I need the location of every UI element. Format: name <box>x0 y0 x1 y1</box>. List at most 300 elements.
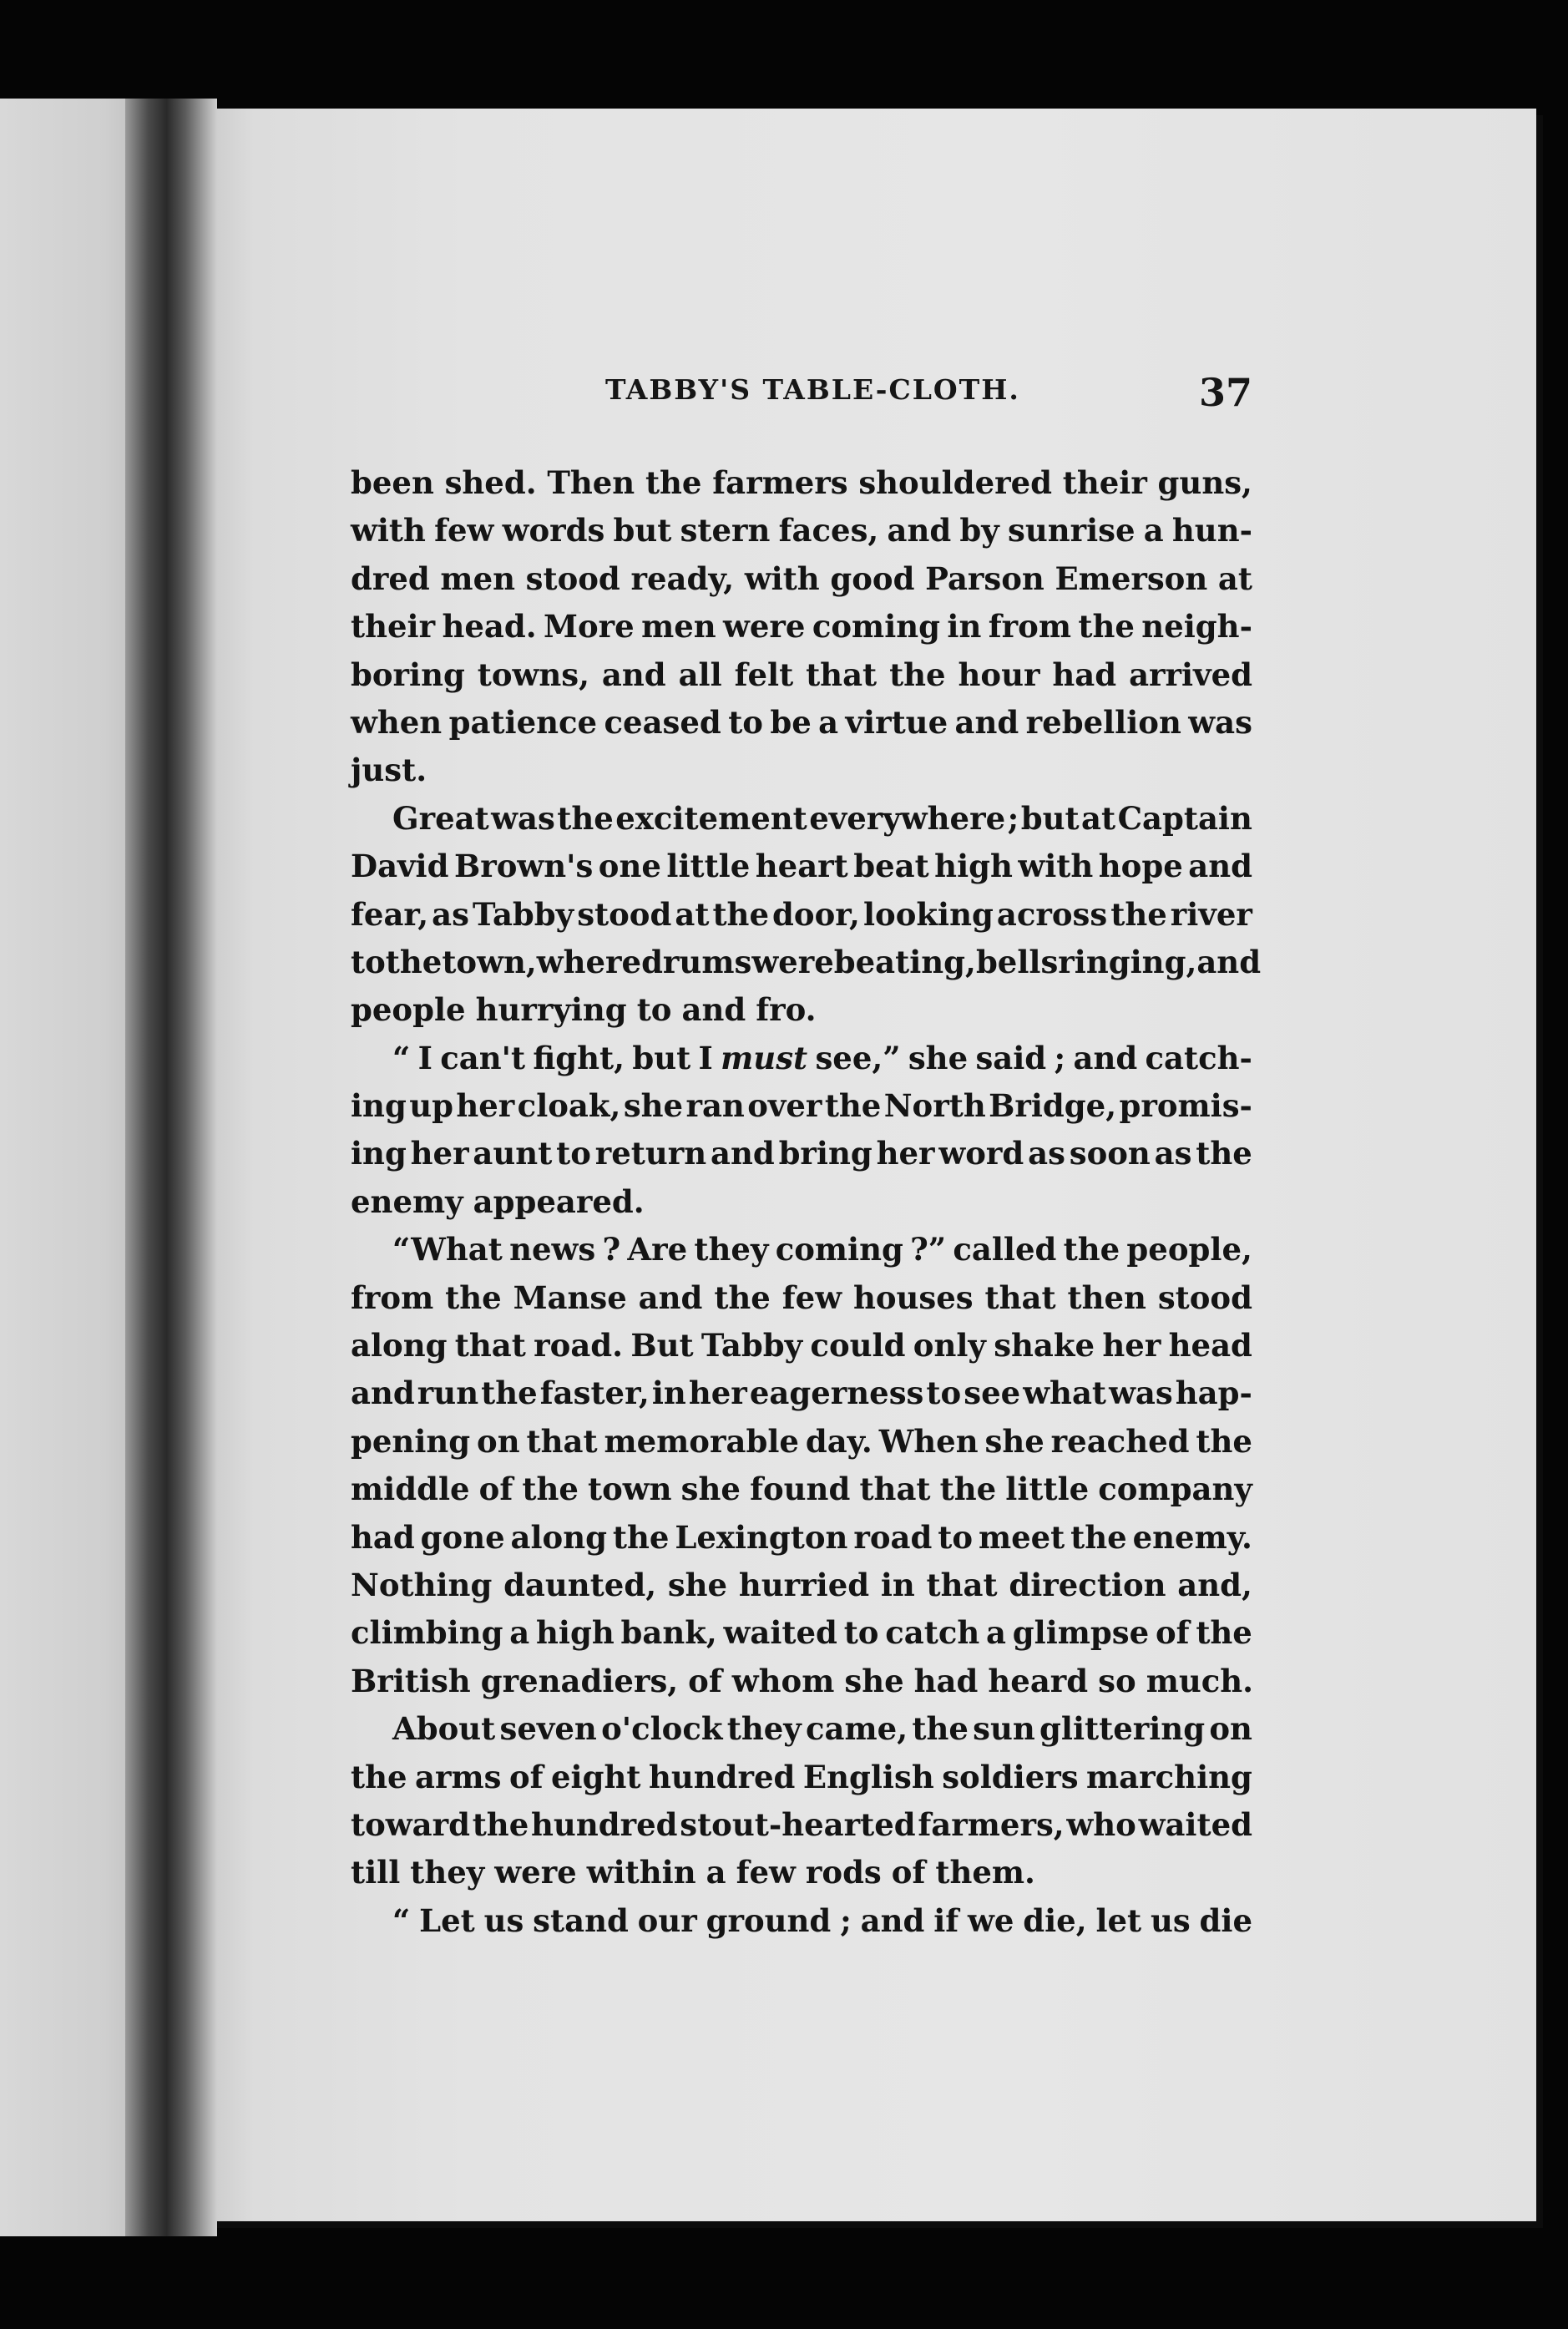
word: glimpse <box>1012 1614 1150 1652</box>
text-line <box>351 603 1252 651</box>
text-line <box>351 1418 1252 1466</box>
word: they <box>410 1854 485 1891</box>
word: river <box>1170 895 1252 933</box>
word: stood <box>525 559 620 597</box>
word: enemy <box>351 1182 463 1220</box>
text-line <box>351 1130 1252 1177</box>
text-line <box>351 1609 1252 1657</box>
word: in <box>651 1375 686 1412</box>
word: fear, <box>351 895 429 933</box>
word: as <box>1028 1135 1065 1172</box>
word: pening <box>351 1422 471 1460</box>
word: was <box>491 799 555 837</box>
word: ; <box>1007 799 1019 837</box>
word: a <box>509 1614 530 1652</box>
word: waited <box>723 1614 837 1652</box>
text-line <box>351 1754 1252 1801</box>
word: and <box>887 512 952 549</box>
word: hurried <box>738 1566 870 1603</box>
word: us <box>483 1901 524 1939</box>
word: can't <box>440 1039 526 1076</box>
word: faster, <box>539 1375 650 1412</box>
word: bank, <box>620 1614 717 1652</box>
word: only <box>913 1327 986 1364</box>
word: hap- <box>1175 1375 1252 1412</box>
word: in <box>880 1566 915 1603</box>
word: said <box>975 1039 1047 1076</box>
word: the <box>472 1805 529 1843</box>
word: was <box>1109 1375 1173 1412</box>
word: cloak, <box>517 1087 621 1125</box>
word: her <box>1102 1327 1161 1364</box>
word: town, <box>442 943 537 980</box>
word: About <box>392 1710 496 1748</box>
word: Emerson <box>1055 559 1208 597</box>
word: on <box>1209 1710 1252 1748</box>
word: up <box>409 1087 453 1125</box>
word: dred <box>351 559 430 597</box>
word: and <box>681 991 746 1029</box>
text-line <box>351 1658 1252 1705</box>
word: grenadiers, <box>480 1662 679 1699</box>
word: run <box>417 1375 479 1412</box>
word: head <box>1168 1327 1252 1364</box>
word: but <box>613 512 672 549</box>
text-line <box>351 1466 1252 1513</box>
word: when <box>351 703 443 741</box>
word: Brown's <box>453 848 594 885</box>
word: rebellion <box>1025 703 1181 741</box>
word: eight <box>551 1758 641 1795</box>
word: had <box>1052 656 1117 693</box>
text-line <box>351 555 1252 603</box>
word: I <box>417 1039 432 1076</box>
word: town <box>588 1471 672 1508</box>
word: felt <box>734 656 794 693</box>
text-line <box>351 747 1252 794</box>
word: the <box>1078 608 1135 646</box>
word: But <box>630 1327 694 1364</box>
word: the <box>385 943 443 980</box>
word: and <box>638 1278 703 1316</box>
word: people, <box>1126 1231 1252 1268</box>
word: high <box>934 848 1013 885</box>
page-number: 37 <box>1198 370 1252 415</box>
word: fro. <box>756 991 817 1029</box>
word: as <box>432 895 469 933</box>
word: what <box>1023 1375 1107 1412</box>
word: her <box>410 1135 469 1172</box>
word: and <box>860 1901 925 1939</box>
word: them. <box>935 1854 1035 1891</box>
text-line <box>351 795 1252 843</box>
word: Captain <box>1117 799 1252 837</box>
word: soldiers <box>942 1758 1079 1795</box>
word: to <box>926 1375 962 1412</box>
word: who <box>1066 1805 1136 1843</box>
text-line <box>351 699 1252 747</box>
word: middle <box>351 1471 470 1508</box>
word: that <box>984 1278 1056 1316</box>
text-line <box>351 1178 1252 1226</box>
word: rods <box>805 1854 882 1891</box>
word: excitement <box>615 799 807 837</box>
word: ceased <box>604 703 721 741</box>
word: coming <box>812 608 941 646</box>
word: shouldered <box>858 464 1053 501</box>
word: “ <box>392 1039 411 1076</box>
word: her <box>876 1135 935 1172</box>
word: of <box>891 1854 926 1891</box>
text-line <box>351 507 1252 554</box>
word: the <box>889 656 946 693</box>
word: and <box>1196 943 1262 980</box>
word: then <box>1067 1278 1146 1316</box>
word: toward <box>351 1805 470 1843</box>
word: sunrise <box>1007 512 1136 549</box>
word: that <box>926 1566 998 1603</box>
text-line <box>351 1897 1252 1945</box>
word: Great <box>392 799 489 837</box>
word: few <box>781 1278 842 1316</box>
word: British <box>351 1662 471 1699</box>
word: I <box>698 1039 713 1076</box>
word: towns, <box>477 656 590 693</box>
word: she <box>667 1566 728 1603</box>
word: as <box>1154 1135 1192 1172</box>
word: with <box>351 512 426 549</box>
word: ringing, <box>1058 943 1197 980</box>
word: Lexington <box>675 1518 848 1556</box>
word: she <box>623 1087 684 1125</box>
word: fight, <box>533 1039 625 1076</box>
word: return <box>594 1135 707 1172</box>
word: marching <box>1086 1758 1252 1795</box>
word: die <box>1199 1901 1252 1939</box>
word: the <box>612 1518 670 1556</box>
word: us <box>1150 1901 1191 1939</box>
word: Let <box>419 1901 475 1939</box>
word: at <box>1217 559 1252 597</box>
word: across <box>996 895 1108 933</box>
text-line <box>351 1370 1252 1417</box>
word: bells <box>975 943 1059 980</box>
word: beat <box>853 848 929 885</box>
word: daunted, <box>503 1566 657 1603</box>
word: to <box>843 1614 879 1652</box>
word: the <box>1063 1231 1120 1268</box>
word: hurrying <box>475 991 627 1029</box>
word: Nothing <box>351 1566 493 1603</box>
word: that <box>526 1422 598 1460</box>
word: Tabby <box>472 895 574 933</box>
word: neigh- <box>1141 608 1252 646</box>
word: news <box>509 1231 596 1268</box>
word: let <box>1095 1901 1142 1939</box>
word: waited <box>1138 1805 1252 1843</box>
word: stood <box>1157 1278 1252 1316</box>
word: she <box>844 1662 904 1699</box>
word: ; <box>1054 1039 1066 1076</box>
word: ? <box>602 1231 621 1268</box>
word: our <box>637 1901 697 1939</box>
word: ing <box>351 1135 407 1172</box>
word: reached <box>1050 1422 1190 1460</box>
word: few <box>736 1854 796 1891</box>
word: a <box>1143 512 1164 549</box>
word: hun- <box>1171 512 1252 549</box>
word: gone <box>420 1518 505 1556</box>
word: catch <box>885 1614 980 1652</box>
word: and <box>954 703 1019 741</box>
word: aunt <box>473 1135 553 1172</box>
text-line <box>351 1705 1252 1753</box>
word: ready, <box>630 559 735 597</box>
word: road <box>853 1518 933 1556</box>
word: the <box>1110 895 1167 933</box>
word: be <box>770 703 812 741</box>
word: see,” <box>815 1039 901 1076</box>
word: hour <box>958 656 1040 693</box>
word: found <box>750 1471 851 1508</box>
word: the <box>912 1710 969 1748</box>
word: Then <box>547 464 635 501</box>
word: hope <box>1098 848 1183 885</box>
word: the <box>824 1087 882 1125</box>
word: Parson <box>925 559 1044 597</box>
word: we <box>968 1901 1014 1939</box>
word: “ <box>392 1901 411 1939</box>
word: with <box>744 559 820 597</box>
word: over <box>747 1087 822 1125</box>
word: the <box>1070 1518 1127 1556</box>
word: David <box>351 848 449 885</box>
word: die, <box>1023 1901 1087 1939</box>
word: drums <box>641 943 752 980</box>
word: memorable <box>604 1422 799 1460</box>
word: “What <box>392 1231 503 1268</box>
word: but <box>632 1039 691 1076</box>
word: to <box>938 1518 974 1556</box>
word: stand <box>533 1901 629 1939</box>
word: stern <box>680 512 771 549</box>
text-line <box>351 1226 1252 1273</box>
word: heart <box>755 848 848 885</box>
word: bring <box>778 1135 873 1172</box>
text-line <box>351 1849 1252 1896</box>
word: with <box>1018 848 1094 885</box>
word: that <box>806 656 878 693</box>
word: her <box>456 1087 515 1125</box>
word: see <box>964 1375 1021 1412</box>
word: little <box>1005 1471 1090 1508</box>
word: door, <box>772 895 860 933</box>
word: climbing <box>351 1614 503 1652</box>
word: the <box>645 464 702 501</box>
word: to <box>351 943 386 980</box>
word: and <box>1073 1039 1138 1076</box>
word: stood <box>577 895 672 933</box>
word: words <box>502 512 605 549</box>
word: faces, <box>778 512 879 549</box>
word: she <box>984 1422 1044 1460</box>
word: were <box>751 943 834 980</box>
word: North <box>883 1087 986 1125</box>
word: arms <box>415 1758 502 1795</box>
word: and <box>1188 848 1252 885</box>
word: eagerness <box>749 1375 924 1412</box>
word: company <box>1098 1471 1252 1508</box>
word: patience <box>448 703 598 741</box>
word: the <box>1196 1422 1252 1460</box>
binding-gutter-shadow <box>125 99 217 2236</box>
text-line <box>351 459 1252 507</box>
word: road. <box>534 1327 624 1364</box>
word: that <box>859 1471 931 1508</box>
word: much. <box>1146 1662 1254 1699</box>
word: looking <box>862 895 994 933</box>
word: word <box>938 1135 1024 1172</box>
word: o'clock <box>601 1710 723 1748</box>
text-line <box>351 1801 1252 1849</box>
word: English <box>802 1758 934 1795</box>
word: When <box>878 1422 979 1460</box>
word: of <box>688 1662 722 1699</box>
word: a <box>986 1614 1007 1652</box>
word: sun <box>973 1710 1035 1748</box>
text-line <box>351 1274 1252 1322</box>
body-text <box>351 459 1262 1945</box>
word: everywhere <box>809 799 1006 837</box>
word: but <box>1020 799 1080 837</box>
text-line <box>351 1514 1252 1562</box>
word: good <box>830 559 915 597</box>
word: Bridge, <box>989 1087 1117 1125</box>
word: virtue <box>845 703 948 741</box>
word: boring <box>351 656 465 693</box>
text-line <box>351 1082 1252 1130</box>
word: the <box>481 1375 538 1412</box>
word: farmers <box>712 464 848 501</box>
word: of <box>478 1471 513 1508</box>
word: could <box>810 1327 906 1364</box>
word: on <box>477 1422 520 1460</box>
word: to <box>636 991 672 1029</box>
word: beating, <box>833 943 976 980</box>
word: whom <box>731 1662 835 1699</box>
word: head. <box>442 608 537 646</box>
word: their <box>1062 464 1147 501</box>
word: Manse <box>513 1278 627 1316</box>
word: to <box>728 703 763 741</box>
word: heard <box>988 1662 1089 1699</box>
word: all <box>678 656 722 693</box>
word: seven <box>499 1710 597 1748</box>
word: a <box>706 1854 726 1891</box>
word: so <box>1098 1662 1136 1699</box>
word: men <box>641 608 716 646</box>
word: and <box>710 1135 775 1172</box>
word: the <box>522 1471 579 1508</box>
word: had <box>913 1662 979 1699</box>
word: promis- <box>1119 1087 1252 1125</box>
word: arrived <box>1129 656 1252 693</box>
word: glittering <box>1039 1710 1206 1748</box>
word: few <box>434 512 494 549</box>
word: to <box>556 1135 591 1172</box>
text-line <box>351 891 1252 939</box>
running-head: TABBY'S TABLE-CLOTH. <box>605 373 1020 406</box>
word: had <box>351 1518 415 1556</box>
word: till <box>351 1854 401 1891</box>
word: ran <box>685 1087 745 1125</box>
word: the <box>445 1278 502 1316</box>
text-line <box>351 939 1262 986</box>
word: were <box>494 1854 577 1891</box>
word: by <box>959 512 999 549</box>
word: where <box>536 943 642 980</box>
word: in <box>947 608 982 646</box>
word: called <box>953 1231 1057 1268</box>
word: soon <box>1069 1135 1151 1172</box>
word: she <box>908 1039 969 1076</box>
page-header <box>605 370 1252 428</box>
word: ground <box>706 1901 832 1939</box>
word: ing <box>351 1087 407 1125</box>
word: men <box>440 559 516 597</box>
word: at <box>1081 799 1116 837</box>
word: one <box>598 848 661 885</box>
word: of <box>1155 1614 1190 1652</box>
word: people <box>351 991 466 1029</box>
text-line <box>351 1562 1252 1609</box>
word: along <box>510 1518 608 1556</box>
word: ?” <box>910 1231 947 1268</box>
word: from <box>351 1278 434 1316</box>
word: the <box>557 799 614 837</box>
word: the <box>939 1471 997 1508</box>
word: shake <box>994 1327 1095 1364</box>
word: the <box>351 1758 407 1795</box>
word: houses <box>852 1278 974 1316</box>
word: the <box>712 895 770 933</box>
word: Are <box>627 1231 688 1268</box>
word: direction <box>1009 1566 1166 1603</box>
text-line <box>351 651 1252 699</box>
word: just. <box>351 752 427 789</box>
word: ; <box>840 1901 852 1939</box>
word: at <box>675 895 710 933</box>
word: More <box>544 608 635 646</box>
word: and <box>601 656 666 693</box>
word: if <box>933 1901 959 1939</box>
word: her <box>688 1375 747 1412</box>
word: appeared. <box>473 1182 645 1220</box>
word: hundred <box>531 1805 678 1843</box>
word: the <box>714 1278 771 1316</box>
word: they <box>726 1710 802 1748</box>
word: meet <box>978 1518 1065 1556</box>
word: and, <box>1177 1566 1252 1603</box>
word: catch- <box>1145 1039 1252 1076</box>
word: the <box>1196 1135 1252 1172</box>
word: the <box>1196 1614 1252 1652</box>
word: coming <box>775 1231 903 1268</box>
word: of <box>508 1758 544 1795</box>
text-line <box>351 843 1252 890</box>
word: a <box>818 703 839 741</box>
word: little <box>666 848 751 885</box>
